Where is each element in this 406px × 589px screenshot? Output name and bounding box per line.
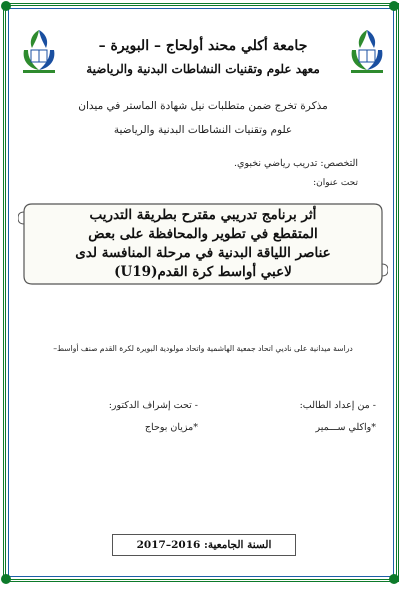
memo-statement-line-1: مذكرة تخرج ضمن متطلبات نيل شهادة الماستر في ميدان (78, 100, 328, 112)
supervisor-name: *مزيان بوحاج (144, 422, 198, 433)
thesis-title-box (18, 198, 388, 290)
thesis-title (40, 206, 366, 282)
corner-ornament-icon (389, 574, 399, 584)
student-label: - من إعداد الطالب: (299, 400, 376, 411)
supervisor-label: - تحت إشراف الدكتور: (108, 400, 198, 411)
page-border-inner (8, 8, 394, 577)
thesis-title-line: عناصر اللياقة البدنية في مرحلة المنافسة لدى (75, 245, 331, 261)
specialty-label: التخصص: تدريب رياضي نخبوي. (234, 158, 358, 169)
university-name: جامعة أكلي محند أولحاج – البويرة – (98, 38, 308, 54)
under-title-label: تحت عنوان: (313, 178, 358, 188)
academic-year: السنة الجامعية: 2016–2017 (112, 534, 296, 556)
corner-ornament-icon (389, 1, 399, 11)
thesis-title-line: لاعبي أواسط كرة القدم(U19) (114, 264, 292, 280)
institute-name: معهد علوم وتقنيات النشاطات البدنية والرياضية (86, 62, 320, 76)
university-logo-icon (346, 28, 388, 76)
corner-ornament-icon (1, 574, 11, 584)
university-logo-icon (18, 28, 60, 76)
student-name: *واكلي ســـمير (315, 422, 376, 433)
thesis-title-line: أثر برنامج تدريبي مقترح بطريقة التدريب (89, 207, 317, 223)
field-study-note: دراسة ميدانية على ناديي اتحاد جمعية الهاشمية واتحاد مولودية البويرة لكرة القدم صنف أواسط– (53, 344, 353, 353)
memo-statement-line-2: علوم وتقنيات النشاطات البدنية والرياضية (113, 124, 293, 136)
corner-ornament-icon (1, 1, 11, 11)
thesis-title-line: المتقطع في تطوير والمحافظة على بعض (88, 226, 318, 242)
